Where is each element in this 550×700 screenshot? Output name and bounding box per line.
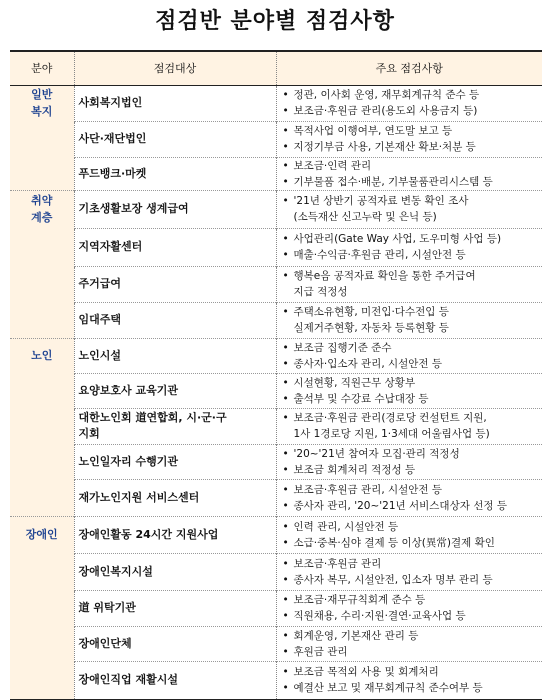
table-row bbox=[10, 590, 542, 626]
checkpoint-text: 보조금 집행기준 준수 bbox=[293, 341, 392, 354]
target-label: 지역자활센터 bbox=[78, 240, 143, 253]
target-cell bbox=[74, 266, 276, 302]
checkpoints-cell bbox=[276, 408, 542, 444]
category-cell-continued bbox=[10, 266, 74, 302]
checkpoint-text: 보조금·인력 관리 bbox=[293, 159, 372, 172]
category-cell-continued bbox=[10, 228, 74, 266]
bullet-icon: • bbox=[282, 463, 289, 476]
checkpoint-item bbox=[281, 103, 539, 119]
target-cell bbox=[74, 157, 276, 190]
checkpoint-text: 시설현황, 직원근무 상황부 bbox=[293, 376, 416, 389]
checkpoints-cell bbox=[276, 85, 542, 121]
checkpoint-item bbox=[281, 535, 539, 551]
table-row bbox=[10, 444, 542, 479]
bullet-icon: • bbox=[282, 175, 289, 188]
checkpoint-item bbox=[281, 556, 539, 572]
checkpoints-cell bbox=[276, 190, 542, 228]
checkpoint-item bbox=[281, 356, 539, 372]
checkpoint-item bbox=[281, 209, 539, 225]
target-cell bbox=[74, 516, 276, 553]
category-label: 일반 bbox=[31, 88, 53, 102]
target-label: 재가노인지원 서비스센터 bbox=[78, 490, 200, 504]
category-cell-continued bbox=[10, 121, 74, 157]
bullet-icon: • bbox=[282, 573, 289, 586]
target-label: 주거급여 bbox=[78, 277, 122, 290]
bullet-icon: • bbox=[282, 557, 289, 570]
checkpoint-item bbox=[281, 320, 539, 336]
checkpoint-item bbox=[281, 193, 539, 209]
target-label: 장애인복지시설 bbox=[78, 564, 153, 578]
checkpoint-item bbox=[281, 340, 539, 356]
target-label: 노인일자리 수행기관 bbox=[78, 454, 178, 468]
table-row bbox=[10, 408, 542, 444]
checkpoints-cell bbox=[276, 157, 542, 190]
bullet-icon: • bbox=[282, 499, 289, 512]
target-label: 사회복지법인 bbox=[78, 96, 143, 109]
checkpoint-item bbox=[281, 680, 539, 696]
category-label: 복지 bbox=[31, 105, 53, 119]
bullet-icon: • bbox=[282, 412, 289, 424]
checkpoint-text: 사업관리(Gate Way 사업, 도우미형 사업 등) bbox=[293, 233, 502, 245]
target-cell bbox=[74, 121, 276, 157]
checkpoint-item bbox=[281, 139, 539, 155]
checkpoint-item bbox=[281, 644, 539, 660]
bullet-icon: • bbox=[282, 306, 289, 318]
inspection-table bbox=[10, 50, 542, 700]
checkpoint-text: 1사 1경로당 지원, 1·3세대 어울림사업 등) bbox=[293, 428, 490, 440]
bullet-icon: • bbox=[282, 629, 289, 642]
target-cell bbox=[74, 302, 276, 338]
checkpoint-text: 목적사업 이행여부, 연도말 보고 등 bbox=[293, 125, 453, 137]
target-label: 기초생활보장 생계급여 bbox=[78, 202, 189, 215]
checkpoints-cell bbox=[276, 302, 542, 338]
checkpoint-item bbox=[281, 284, 539, 300]
checkpoint-text: 지급 적정성 bbox=[293, 286, 348, 298]
bullet-icon: • bbox=[282, 141, 289, 153]
checkpoint-text: 보조금·재무규칙회계 준수 등 bbox=[293, 594, 426, 606]
checkpoint-text: '21년 상반기 공적자료 변동 확인 조사 bbox=[293, 195, 469, 207]
checkpoint-item bbox=[281, 664, 539, 680]
checkpoint-text: 정관, 이사회 운영, 재무회계규칙 준수 등 bbox=[293, 89, 480, 101]
table-row bbox=[10, 516, 542, 553]
target-label: 요양보호사 교육기관 bbox=[78, 383, 178, 397]
checkpoint-item bbox=[281, 410, 539, 426]
table-row bbox=[10, 190, 542, 228]
checkpoint-text: 직원채용, 수리·지원·결연·교육사업 등 bbox=[293, 610, 466, 622]
target-cell bbox=[74, 190, 276, 228]
bullet-icon: • bbox=[282, 447, 289, 460]
checkpoint-item bbox=[281, 572, 539, 588]
table-row bbox=[10, 85, 542, 121]
checkpoint-text: 지정기부금 사용, 기본재산 확보·처분 등 bbox=[293, 141, 476, 153]
checkpoint-text: (소득재산 신고누락 및 은닉 등) bbox=[293, 211, 437, 223]
bullet-icon: • bbox=[282, 249, 289, 261]
target-cell bbox=[74, 373, 276, 408]
table-row bbox=[10, 373, 542, 408]
target-label: 장애인직업 재활시설 bbox=[78, 673, 178, 687]
checkpoint-item bbox=[281, 446, 539, 462]
target-cell bbox=[74, 228, 276, 266]
bullet-icon: • bbox=[282, 594, 289, 606]
checkpoint-text: 기부물품 접수·배분, 기부물품관리시스템 등 bbox=[293, 175, 493, 188]
target-cell bbox=[74, 85, 276, 121]
bullet-icon: • bbox=[282, 233, 289, 245]
checkpoint-text: 출석부 및 수강료 수납대장 등 bbox=[293, 392, 429, 405]
checkpoints-cell bbox=[276, 373, 542, 408]
category-cell-continued bbox=[10, 553, 74, 590]
category-cell-continued bbox=[10, 302, 74, 338]
checkpoints-cell bbox=[276, 626, 542, 661]
checkpoint-item bbox=[281, 628, 539, 644]
table-row bbox=[10, 121, 542, 157]
checkpoint-item bbox=[281, 304, 539, 320]
category-cell-continued bbox=[10, 373, 74, 408]
checkpoint-item bbox=[281, 123, 539, 139]
category-label: 계층 bbox=[31, 211, 53, 225]
target-cell bbox=[74, 590, 276, 626]
category-cell bbox=[10, 190, 74, 228]
target-cell bbox=[74, 408, 276, 444]
table-row bbox=[10, 626, 542, 661]
target-label: 장애인단체 bbox=[78, 636, 132, 650]
table-row bbox=[10, 338, 542, 373]
checkpoints-cell bbox=[276, 661, 542, 700]
checkpoint-text: 실제거주현황, 자동차 등록현황 등 bbox=[293, 322, 449, 334]
target-cell bbox=[74, 553, 276, 590]
category-cell-continued bbox=[10, 408, 74, 444]
bullet-icon: • bbox=[282, 483, 289, 496]
checkpoint-text: 인력 관리, 시설안전 등 bbox=[293, 520, 399, 533]
category-cell-continued bbox=[10, 661, 74, 700]
table-row bbox=[10, 266, 542, 302]
checkpoint-item bbox=[281, 247, 539, 263]
checkpoint-item bbox=[281, 426, 539, 442]
category-cell bbox=[10, 516, 74, 553]
target-label: 노인시설 bbox=[78, 348, 122, 362]
checkpoint-item bbox=[281, 391, 539, 407]
checkpoint-text: 주택소유현황, 미전입·다수전입 등 bbox=[293, 306, 449, 318]
checkpoints-cell bbox=[276, 479, 542, 516]
header-checkpoints: 주요 점검사항 bbox=[276, 51, 542, 85]
checkpoint-text: 종사자·입소자 관리, 시설안전 등 bbox=[293, 357, 443, 370]
checkpoint-item bbox=[281, 87, 539, 103]
category-label: 노인 bbox=[31, 349, 53, 363]
checkpoint-item bbox=[281, 462, 539, 478]
checkpoint-item bbox=[281, 158, 539, 174]
bullet-icon: • bbox=[282, 357, 289, 370]
checkpoint-item bbox=[281, 482, 539, 498]
page-title: 점검반 분야별 점검사항 bbox=[155, 9, 395, 34]
category-cell bbox=[10, 338, 74, 373]
checkpoint-text: 행복e음 공적자료 확인을 통한 주거급여 bbox=[293, 270, 476, 282]
checkpoints-cell bbox=[276, 338, 542, 373]
category-cell-continued bbox=[10, 479, 74, 516]
target-label: 지회 bbox=[78, 427, 100, 440]
checkpoints-cell bbox=[276, 590, 542, 626]
checkpoints-cell bbox=[276, 553, 542, 590]
checkpoint-item bbox=[281, 498, 539, 514]
bullet-icon: • bbox=[282, 392, 289, 405]
checkpoint-text: 보조금·후원금 관리, 시설안전 등 bbox=[293, 483, 443, 496]
bullet-icon: • bbox=[282, 159, 289, 172]
table-row bbox=[10, 228, 542, 266]
checkpoint-text: 종사자 관리, '20~'21년 서비스대상자 선정 등 bbox=[293, 499, 507, 512]
checkpoint-text: 예결산 보고 및 재무회계규칙 준수여부 등 bbox=[293, 682, 483, 695]
bullet-icon: • bbox=[282, 270, 289, 282]
checkpoint-text: 종사자 복무, 시설안전, 입소자 명부 관리 등 bbox=[293, 573, 493, 586]
category-label: 장애인 bbox=[25, 528, 58, 542]
checkpoint-text: 보조금·후원금 관리 bbox=[293, 557, 382, 570]
target-label: 대한노인회 道연합회, 시·군·구 bbox=[78, 411, 227, 424]
category-cell-continued bbox=[10, 157, 74, 190]
checkpoint-item bbox=[281, 375, 539, 391]
checkpoints-cell bbox=[276, 228, 542, 266]
checkpoint-text: 소급·중복·심야 결제 등 이상(異常)결제 확인 bbox=[293, 536, 495, 549]
category-cell bbox=[10, 85, 74, 121]
target-label: 사단·재단법인 bbox=[78, 132, 147, 145]
checkpoints-cell bbox=[276, 444, 542, 479]
target-cell bbox=[74, 444, 276, 479]
checkpoint-item bbox=[281, 174, 539, 190]
checkpoint-text: 회계운영, 기본재산 관리 등 bbox=[293, 629, 419, 642]
category-cell-continued bbox=[10, 590, 74, 626]
checkpoint-text: 보조금·후원금 관리(용도외 사용금지 등) bbox=[293, 105, 478, 117]
checkpoint-text: 보조금·후원금 관리(경로당 컨설턴트 지원, bbox=[293, 412, 487, 424]
checkpoint-text: '20~'21년 참여자 모집·관리 적정성 bbox=[293, 447, 460, 460]
bullet-icon: • bbox=[282, 666, 289, 679]
table-row bbox=[10, 479, 542, 516]
bullet-icon: • bbox=[282, 536, 289, 549]
header-category: 분야 bbox=[10, 51, 74, 85]
bullet-icon: • bbox=[282, 195, 289, 207]
checkpoint-text: 보조금 목적외 사용 및 회계처리 bbox=[293, 666, 439, 679]
checkpoints-cell bbox=[276, 266, 542, 302]
target-label: 푸드뱅크·마켓 bbox=[78, 166, 147, 180]
target-label: 장애인활동 24시간 지원사업 bbox=[78, 527, 219, 541]
bullet-icon: • bbox=[282, 125, 289, 137]
target-label: 道 위탁기관 bbox=[78, 601, 136, 614]
table-row bbox=[10, 302, 542, 338]
bullet-icon: • bbox=[282, 610, 289, 622]
checkpoint-item bbox=[281, 231, 539, 247]
checkpoint-text: 후원금 관리 bbox=[293, 645, 348, 658]
bullet-icon: • bbox=[282, 341, 289, 354]
checkpoint-text: 보조금 회계처리 적정성 등 bbox=[293, 463, 416, 476]
checkpoints-cell bbox=[276, 516, 542, 553]
target-cell bbox=[74, 661, 276, 700]
table-header-row bbox=[10, 51, 542, 85]
header-target: 점검대상 bbox=[74, 51, 276, 85]
target-cell bbox=[74, 479, 276, 516]
bullet-icon: • bbox=[282, 682, 289, 695]
bullet-icon: • bbox=[282, 376, 289, 389]
bullet-icon: • bbox=[282, 645, 289, 658]
table-row bbox=[10, 553, 542, 590]
bullet-icon: • bbox=[282, 105, 289, 117]
checkpoint-item bbox=[281, 608, 539, 624]
bullet-icon: • bbox=[282, 89, 289, 101]
category-cell-continued bbox=[10, 626, 74, 661]
checkpoint-item bbox=[281, 268, 539, 284]
table-row bbox=[10, 661, 542, 700]
checkpoints-cell bbox=[276, 121, 542, 157]
table-row bbox=[10, 157, 542, 190]
checkpoint-item bbox=[281, 519, 539, 535]
checkpoint-item bbox=[281, 592, 539, 608]
target-cell bbox=[74, 338, 276, 373]
category-cell-continued bbox=[10, 444, 74, 479]
target-cell bbox=[74, 626, 276, 661]
category-label: 취약 bbox=[31, 194, 53, 208]
checkpoint-text: 매출·수익금·후원금 관리, 시설안전 등 bbox=[293, 249, 466, 261]
bullet-icon: • bbox=[282, 520, 289, 533]
target-label: 임대주택 bbox=[78, 313, 122, 326]
